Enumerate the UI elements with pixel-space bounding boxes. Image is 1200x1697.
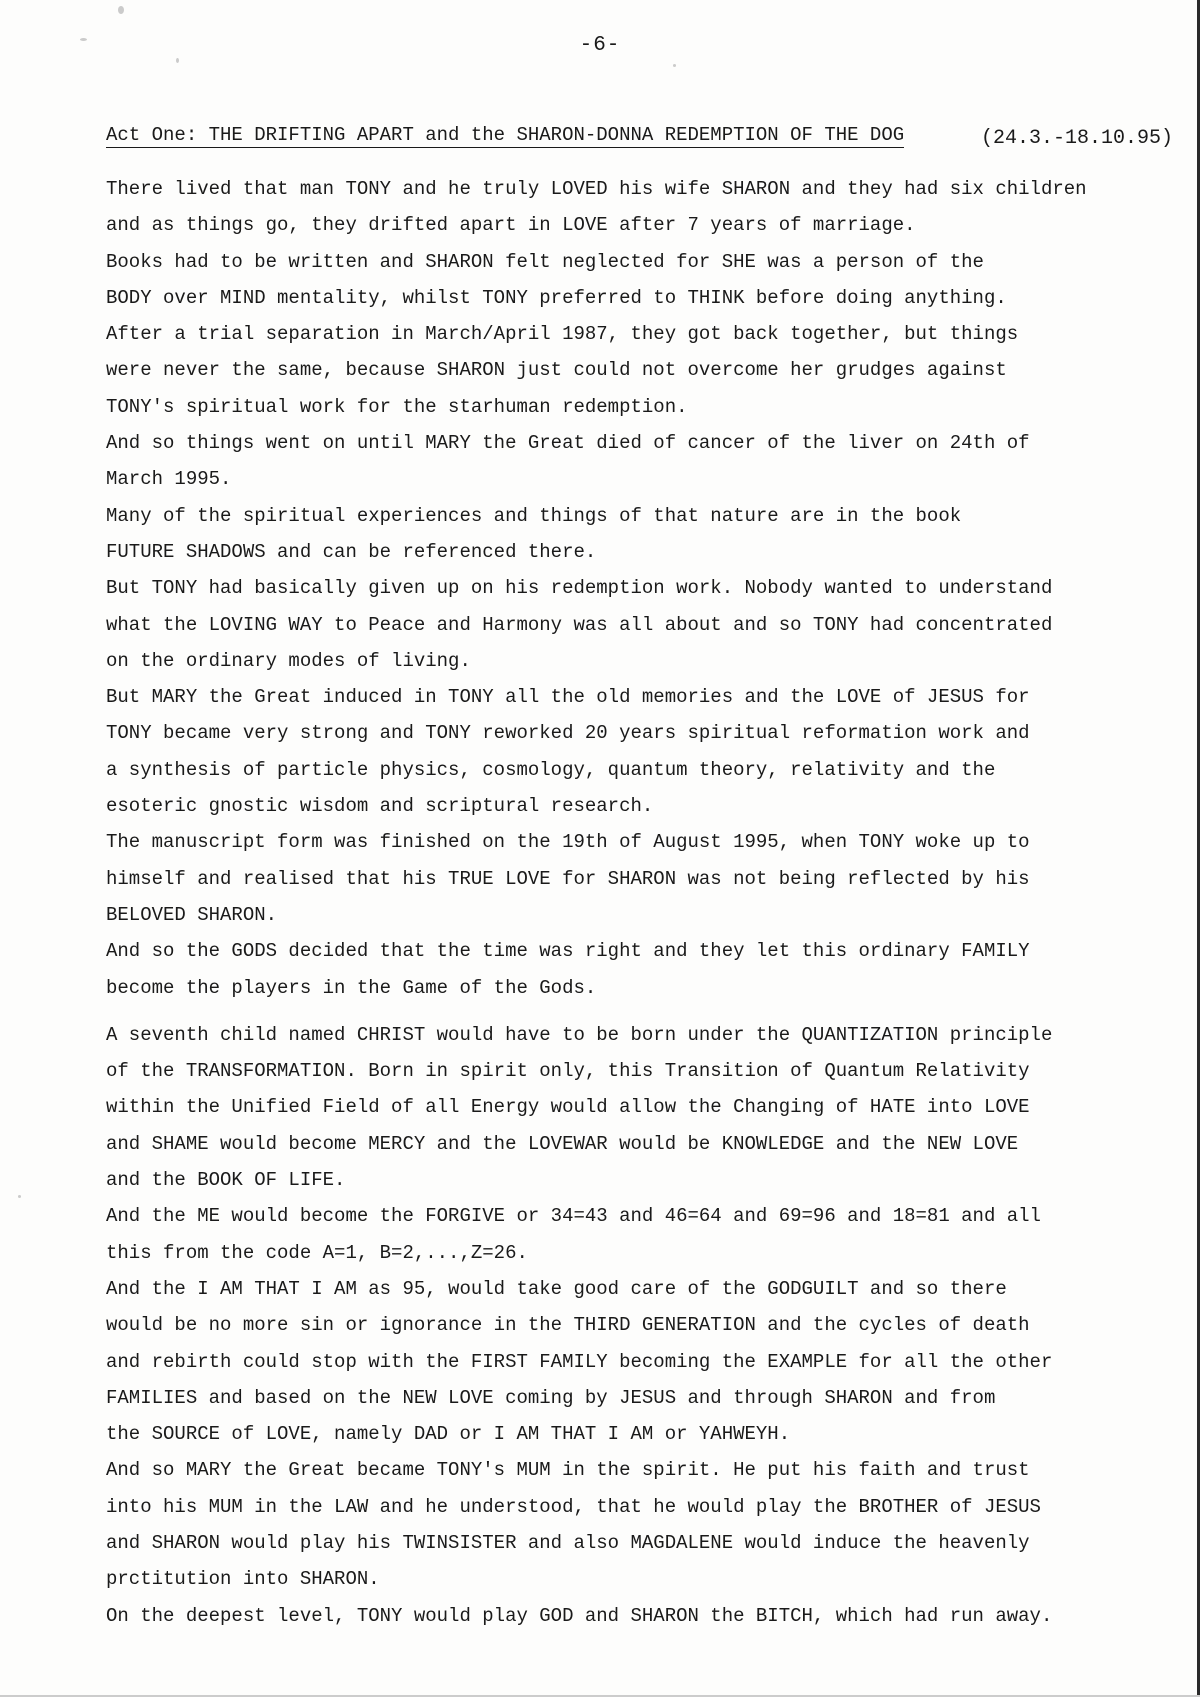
text-line: And so MARY the Great became TONY's MUM in the spirit. He put his faith and trust [106,1459,1030,1482]
act-heading-dates: (24.3.-18.10.95) [981,127,1174,150]
paper-speck [18,1195,21,1198]
text-line: There lived that man TONY and he truly LOVED his wife SHARON and they had six children [106,178,1087,200]
text-line: The manuscript form was finished on the 19th of August 1995, when TONY woke up to [106,831,1030,854]
text-line: TONY's spiritual work for the starhuman redemption. [106,395,688,418]
text-line: FAMILIES and based on the NEW LOVE coming by JESUS and through SHARON and from [106,1386,996,1409]
paragraph-block-1 [106,171,1176,1006]
text-line: Many of the spiritual experiences and things of that nature are in the book [106,504,962,527]
text-line: were never the same, because SHARON just could not overcome her grudges against [106,359,1007,382]
text-line: on the ordinary modes of living. [106,649,471,672]
text-line: prctitution into SHARON. [106,1568,380,1591]
text-line: March 1995. [106,468,232,491]
text-line: within the Unified Field of all Energy would allow the Changing of HATE into LOVE [106,1096,1030,1119]
paragraph-block-2 [106,1017,1176,1634]
text-line: BELOVED SHARON. [106,903,278,926]
text-line: and SHAME would become MERCY and the LOVEWAR would be KNOWLEDGE and the NEW LOVE [106,1132,1019,1155]
text-line: But TONY had basically given up on his redemption work. Nobody wanted to understand [106,577,1053,600]
text-line: But MARY the Great induced in TONY all the old memories and the LOVE of JESUS for [106,686,1030,709]
text-line: BODY over MIND mentality, whilst TONY preferred to THINK before doing anything. [106,286,1007,309]
page-number: -6- [579,34,621,57]
text-line: and SHARON would play his TWINSISTER and also MAGDALENE would induce the heavenly [106,1531,1030,1554]
text-line: On the deepest level, TONY would play GOD and SHARON the BITCH, which had run away. [106,1604,1053,1627]
paper-speck [176,58,179,63]
text-line: esoteric gnostic wisdom and scriptural research. [106,795,654,818]
text-line: Books had to be written and SHARON felt neglected for SHE was a person of the [106,250,984,273]
text-line: After a trial separation in March/April 1987, they got back together, but things [106,323,1019,346]
text-line: what the LOVING WAY to Peace and Harmony was all about and so TONY had concentrated [106,613,1053,636]
act-heading-title: Act One: THE DRIFTING APART and the SHARON-DONNA REDEMPTION OF THE DOG [106,124,905,146]
text-line: And so the GODS decided that the time was right and they let this ordinary FAMILY [106,940,1030,963]
text-line: the SOURCE of LOVE, namely DAD or I AM THAT I AM or YAHWEYH. [106,1423,791,1446]
text-line: become the players in the Game of the Gods. [106,976,597,999]
text-line: into his MUM in the LAW and he understood, that he would play the BROTHER of JESUS [106,1495,1041,1518]
text-line: A seventh child named CHRIST would have to be born under the QUANTIZATION principle [106,1023,1053,1046]
text-line: and as things go, they drifted apart in LOVE after 7 years of marriage. [106,214,916,237]
document-body [106,171,1176,1634]
paper-speck [118,6,124,14]
text-line: and the BOOK OF LIFE. [106,1169,346,1192]
text-line: TONY became very strong and TONY reworked 20 years spiritual reformation work and [106,722,1030,745]
text-line: And the ME would become the FORGIVE or 34=43 and 46=64 and 69=96 and 18=81 and all [106,1205,1041,1228]
text-line: a synthesis of particle physics, cosmology, quantum theory, relativity and the [106,758,996,781]
text-line: this from the code A=1, B=2,...,Z=26. [106,1241,528,1264]
text-line: of the TRANSFORMATION. Born in spirit only, this Transition of Quantum Relativity [106,1060,1030,1083]
act-heading [106,124,1174,150]
paper-speck [673,64,676,67]
text-line: and rebirth could stop with the FIRST FAMILY becoming the EXAMPLE for all the other [106,1350,1053,1373]
text-line: And the I AM THAT I AM as 95, would take good care of the GODGUILT and so there [106,1277,1007,1300]
text-line: would be no more sin or ignorance in the THIRD GENERATION and the cycles of death [106,1314,1030,1337]
text-line: FUTURE SHADOWS and can be referenced there. [106,540,597,563]
text-line: And so things went on until MARY the Great died of cancer of the liver on 24th of [106,432,1030,455]
section-gap [106,1006,1176,1017]
text-line: himself and realised that his TRUE LOVE for SHARON was not being reflected by his [106,867,1030,890]
